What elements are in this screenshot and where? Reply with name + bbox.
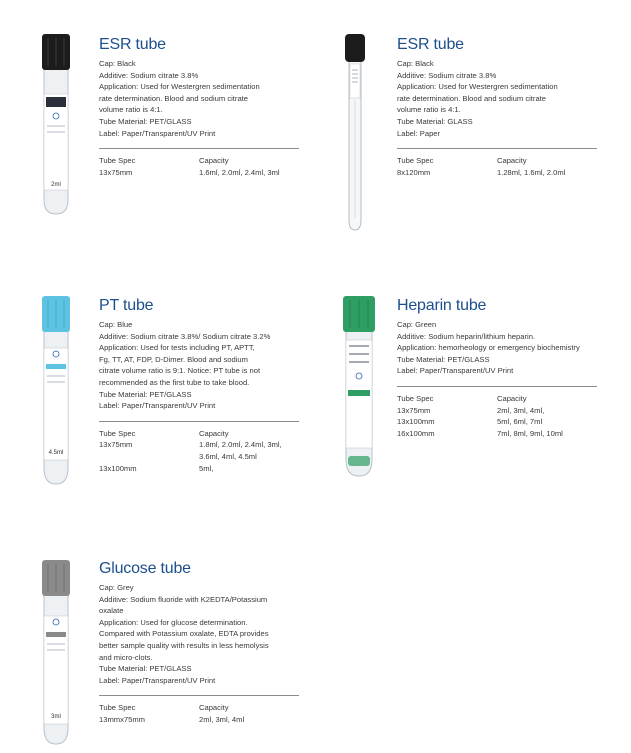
esr-tube-2-line: Cap: Black bbox=[397, 59, 434, 68]
spec-value: 13x75mm bbox=[397, 405, 431, 415]
esr-tube-2-image bbox=[341, 34, 369, 232]
glucose-tube-line: better sample quality with results in less hemolysis bbox=[99, 640, 269, 650]
pt-tube-line: Tube Material: PET/GLASS bbox=[99, 389, 192, 399]
esr-tube-1-line: Cap: Black bbox=[99, 59, 136, 68]
esr-tube-2-line: Tube Material: GLASS bbox=[397, 116, 473, 126]
pt-tube-line: recommended as the first tube to take blood. bbox=[99, 377, 250, 387]
spec-header-label: Tube Spec bbox=[99, 156, 136, 166]
capacity-value: 1.6ml, 2.0ml, 2.4ml, 3ml bbox=[199, 167, 280, 177]
esr-tube-1-line: rate determination. Blood and sodium citrate bbox=[99, 93, 249, 103]
heparin-tube-line: Application: hemorheology or emergency biochemistry bbox=[397, 343, 580, 353]
esr-tube-1-title: ESR tube bbox=[99, 36, 166, 53]
pt-tube-volume-text: 4.5ml bbox=[48, 450, 64, 456]
heparin-tube-line: Tube Material: PET/GLASS bbox=[397, 354, 490, 364]
esr-tube-2-line: Additive: Sodium citrate 3.8% bbox=[397, 70, 497, 80]
esr-tube-1-line: Label: Paper/Transparent/UV Print bbox=[99, 128, 216, 138]
divider bbox=[99, 421, 299, 422]
pt-tube-line: citrate volume ratio is 9:1. Notice: PT tube is not bbox=[99, 366, 261, 376]
capacity-value: 5ml, bbox=[199, 463, 214, 473]
esr-tube-1-line: Additive: Sodium citrate 3.8% bbox=[99, 70, 199, 80]
pt-tube-title: PT tube bbox=[99, 297, 154, 314]
spec-header-label: Tube Spec bbox=[397, 156, 434, 166]
glucose-tube-line: Compared with Potassium oxalate, EDTA provides bbox=[99, 629, 269, 639]
glucose-tube-line: oxalate bbox=[99, 606, 124, 616]
spec-row bbox=[397, 416, 597, 428]
spec-row bbox=[99, 167, 299, 179]
spec-value: 13x100mm bbox=[397, 417, 435, 427]
capacity-value: 5ml, 6ml, 7ml bbox=[497, 417, 543, 427]
spec-row bbox=[99, 439, 299, 462]
capacity-header-label: Capacity bbox=[199, 156, 229, 166]
spec-value: 8x120mm bbox=[397, 167, 431, 177]
heparin-tube-line: Cap: Green bbox=[397, 320, 437, 329]
spec-row bbox=[99, 714, 299, 726]
pt-tube-image bbox=[38, 296, 74, 486]
esr-tube-2-line: Application: Used for Westergren sedimentation bbox=[397, 82, 558, 92]
pt-tube-line: Label: Paper/Transparent/UV Print bbox=[99, 401, 216, 411]
esr-tube-1-line: volume ratio is 4:1. bbox=[99, 105, 163, 115]
spec-header bbox=[99, 155, 299, 167]
capacity-value: 2ml, 3ml, 4ml, bbox=[497, 405, 545, 415]
glucose-tube-line: Application: Used for glucose determination. bbox=[99, 617, 248, 627]
spec-value: 13x100mm bbox=[99, 463, 137, 473]
spec-header bbox=[99, 702, 299, 714]
pt-tube-line: Cap: Blue bbox=[99, 320, 133, 329]
esr-tube-2-line: rate determination. Blood and sodium citrate bbox=[397, 93, 547, 103]
spec-header bbox=[397, 155, 597, 167]
pt-tube-line: Additive: Sodium citrate 3.8%/ Sodium citrate 3.2% bbox=[99, 331, 271, 341]
capacity-value: 1.8ml, 2.0ml, 2.4ml, 3ml, 3.6ml, 4ml, 4.5ml bbox=[199, 440, 282, 461]
pt-tube-line: Application: Used for tests including PT, APTT, bbox=[99, 343, 255, 353]
spec-row bbox=[397, 405, 597, 417]
esr-tube-2-line: volume ratio is 4:1. bbox=[397, 105, 461, 115]
pt-tube-line: Fg, TT, AT, FDP, D-Dimer. Blood and sodium bbox=[99, 354, 248, 364]
capacity-value: 1.28ml, 1.6ml, 2.0ml bbox=[497, 167, 566, 177]
capacity-value: 7ml, 8ml, 9ml, 10ml bbox=[497, 428, 563, 438]
glucose-tube-line: Label: Paper/Transparent/UV Print bbox=[99, 675, 216, 685]
spec-row bbox=[99, 463, 299, 475]
esr-tube-2-cap bbox=[345, 34, 365, 62]
esr-tube-1-line: Application: Used for Westergren sedimentation bbox=[99, 82, 260, 92]
spec-row bbox=[397, 167, 597, 179]
spec-header bbox=[99, 428, 299, 440]
spec-header-label: Tube Spec bbox=[99, 703, 136, 713]
esr-tube-1-volume-text: 2ml bbox=[51, 182, 61, 188]
divider bbox=[99, 148, 299, 149]
heparin-tube-image bbox=[339, 296, 379, 478]
heparin-tube-line: Label: Paper/Transparent/UV Print bbox=[397, 366, 514, 376]
spec-header-label: Tube Spec bbox=[99, 428, 136, 438]
esr-tube-1-image bbox=[38, 34, 74, 216]
glucose-tube-volume-text: 3ml bbox=[51, 714, 61, 720]
divider bbox=[397, 386, 597, 387]
esr-tube-2-line: Label: Paper bbox=[397, 128, 441, 138]
glucose-tube-image bbox=[38, 560, 74, 746]
glucose-tube-title: Glucose tube bbox=[99, 560, 191, 577]
spec-header bbox=[397, 393, 597, 405]
capacity-header-label: Capacity bbox=[497, 156, 527, 166]
esr-tube-2-title: ESR tube bbox=[397, 36, 464, 53]
spec-header-label: Tube Spec bbox=[397, 393, 434, 403]
glucose-tube-line: and micro-clots. bbox=[99, 652, 153, 662]
spec-value: 13mmx75mm bbox=[99, 714, 145, 724]
esr-tube-1-line: Tube Material: PET/GLASS bbox=[99, 116, 192, 126]
spec-value: 13x75mm bbox=[99, 167, 133, 177]
divider bbox=[397, 148, 597, 149]
heparin-tube-title: Heparin tube bbox=[397, 297, 487, 314]
spec-value: 13x75mm bbox=[99, 440, 133, 450]
spec-row bbox=[397, 428, 597, 440]
glucose-tube-line: Tube Material: PET/GLASS bbox=[99, 664, 192, 674]
heparin-tube-line: Additive: Sodium heparin/lithium heparin. bbox=[397, 331, 536, 341]
divider bbox=[99, 695, 299, 696]
capacity-header-label: Capacity bbox=[199, 703, 229, 713]
glucose-tube-line: Additive: Sodium fluoride with K2EDTA/Potassium bbox=[99, 594, 268, 604]
capacity-header-label: Capacity bbox=[199, 428, 229, 438]
glucose-tube-line: Cap: Grey bbox=[99, 583, 134, 592]
capacity-header-label: Capacity bbox=[497, 393, 527, 403]
capacity-value: 2ml, 3ml, 4ml bbox=[199, 714, 245, 724]
spec-value: 16x100mm bbox=[397, 428, 435, 438]
